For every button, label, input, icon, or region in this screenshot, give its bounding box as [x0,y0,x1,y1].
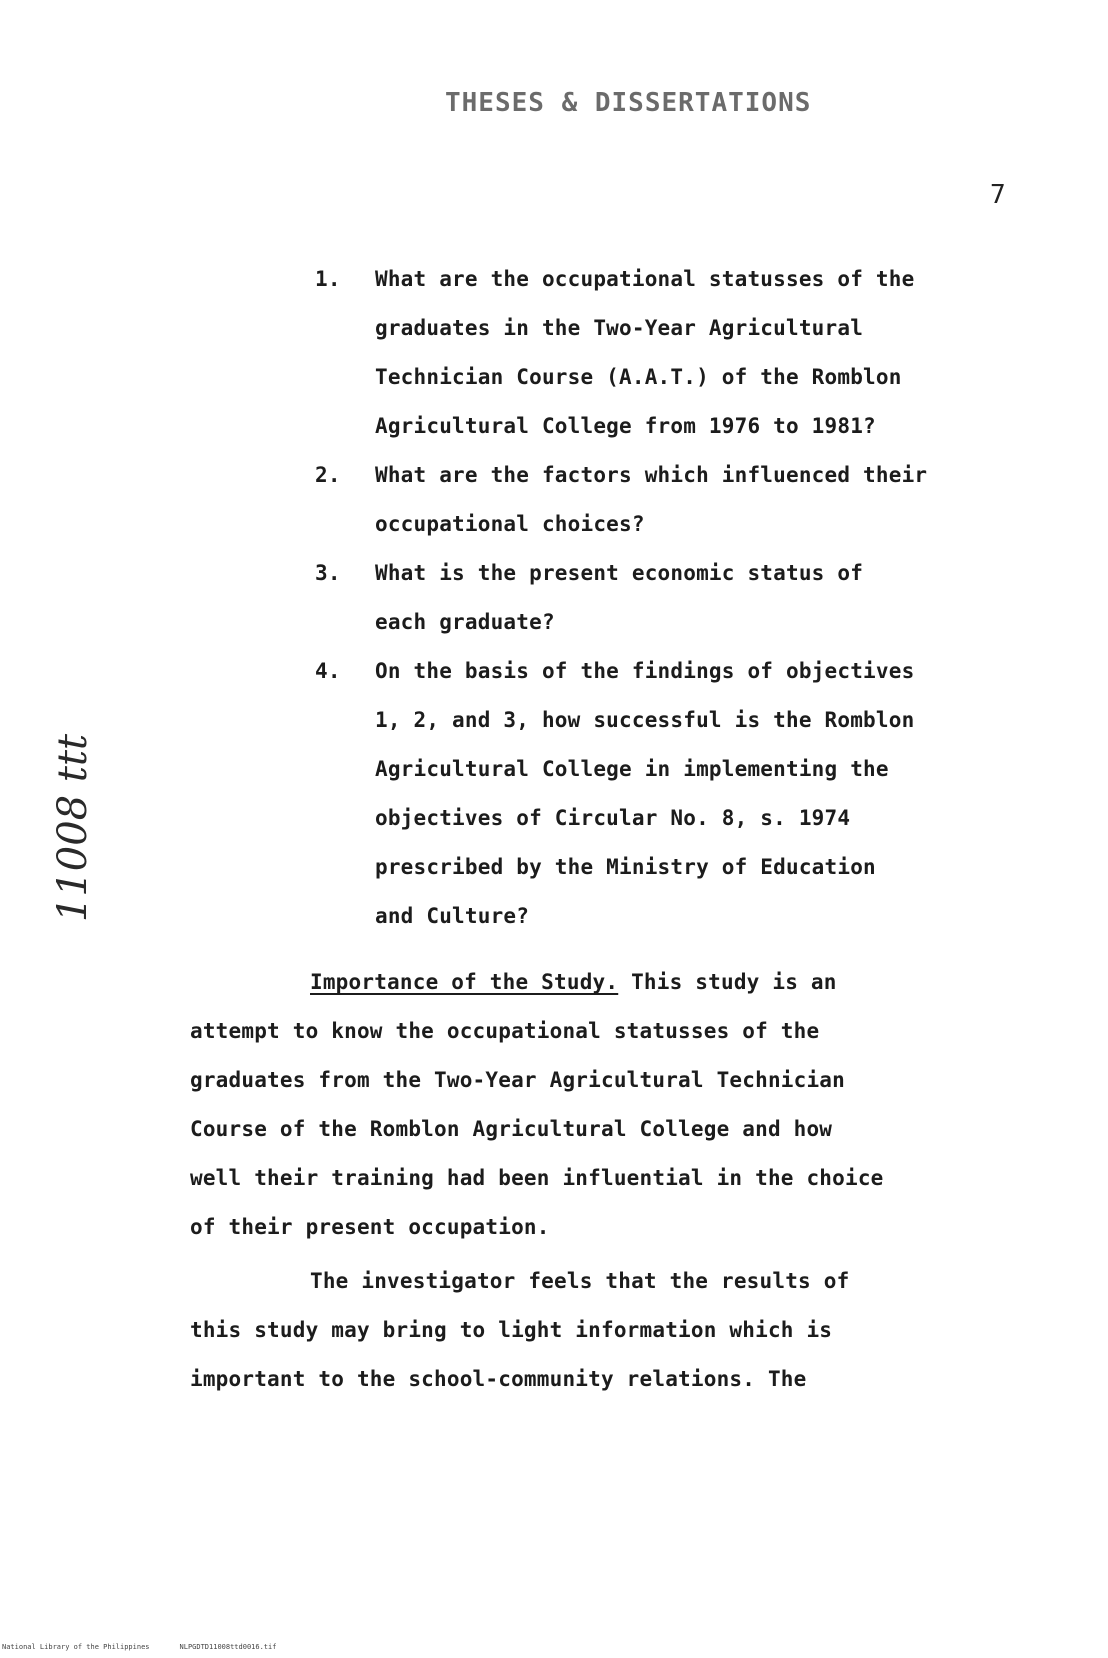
paragraph-line: attempt to know the occupational statusses of the [190,1019,820,1043]
theses-dissertations-stamp: THESES & DISSERTATIONS [445,88,812,118]
objective-line: On the basis of the findings of objectives [375,659,915,683]
objective-number: 2. [315,463,341,487]
importance-heading: Importance of the Study. [310,970,619,994]
objective-line: Agricultural College in implementing the [375,757,889,781]
paragraph-line: this study may bring to light information which is [190,1318,833,1342]
importance-paragraph [190,958,1040,1252]
objective-line: objectives of Circular No. 8, s. 1974 [375,806,851,830]
objective-line: What are the occupational statusses of the [375,267,915,291]
objective-line: What are the factors which influenced their [375,463,928,487]
objective-line: prescribed by the Ministry of Education [375,855,876,879]
objective-line: Technician Course (A.A.T.) of the Romblon [375,365,902,389]
objective-line: graduates in the Two-Year Agricultural [375,316,864,340]
objective-number: 3. [315,561,341,585]
handwritten-note-text: 11008 ttt [50,733,96,923]
importance-first-line-rest: This study is an [618,970,837,994]
paragraph-line: Course of the Romblon Agricultural College and how [190,1117,833,1141]
objective-line: occupational choices? [375,512,645,536]
objective-line: 1, 2, and 3, how successful is the Romblon [375,708,915,732]
objective-number: 1. [315,267,341,291]
paragraph-line: graduates from the Two-Year Agricultural Technician [190,1068,845,1092]
footer-library: National Library of the Philippines [2,1643,150,1651]
page-number: 7 [990,180,1006,210]
objective-line: and Culture? [375,904,530,928]
scan-footer [2,1643,276,1651]
footer-file-code: NLPGDTD11008ttd0016.tif [179,1643,277,1651]
paragraph-line: The investigator feels that the results of [310,1269,850,1293]
objective-item [315,451,1035,549]
objective-line: Agricultural College from 1976 to 1981? [375,414,876,438]
objective-line: each graduate? [375,610,555,634]
paragraph-line: important to the school-community relations. The [190,1367,807,1391]
paragraph-line: of their present occupation. [190,1215,550,1239]
paragraph-line: well their training had been influential in the choice [190,1166,884,1190]
investigator-paragraph [190,1257,1040,1404]
objective-item [315,255,1035,451]
objectives-list [315,255,1035,941]
objective-line: What is the present economic status of [375,561,864,585]
importance-first-line [190,958,1040,1007]
objective-number: 4. [315,659,341,683]
objective-item [315,549,1035,647]
handwritten-accession-note [48,728,98,928]
objective-item [315,647,1035,941]
